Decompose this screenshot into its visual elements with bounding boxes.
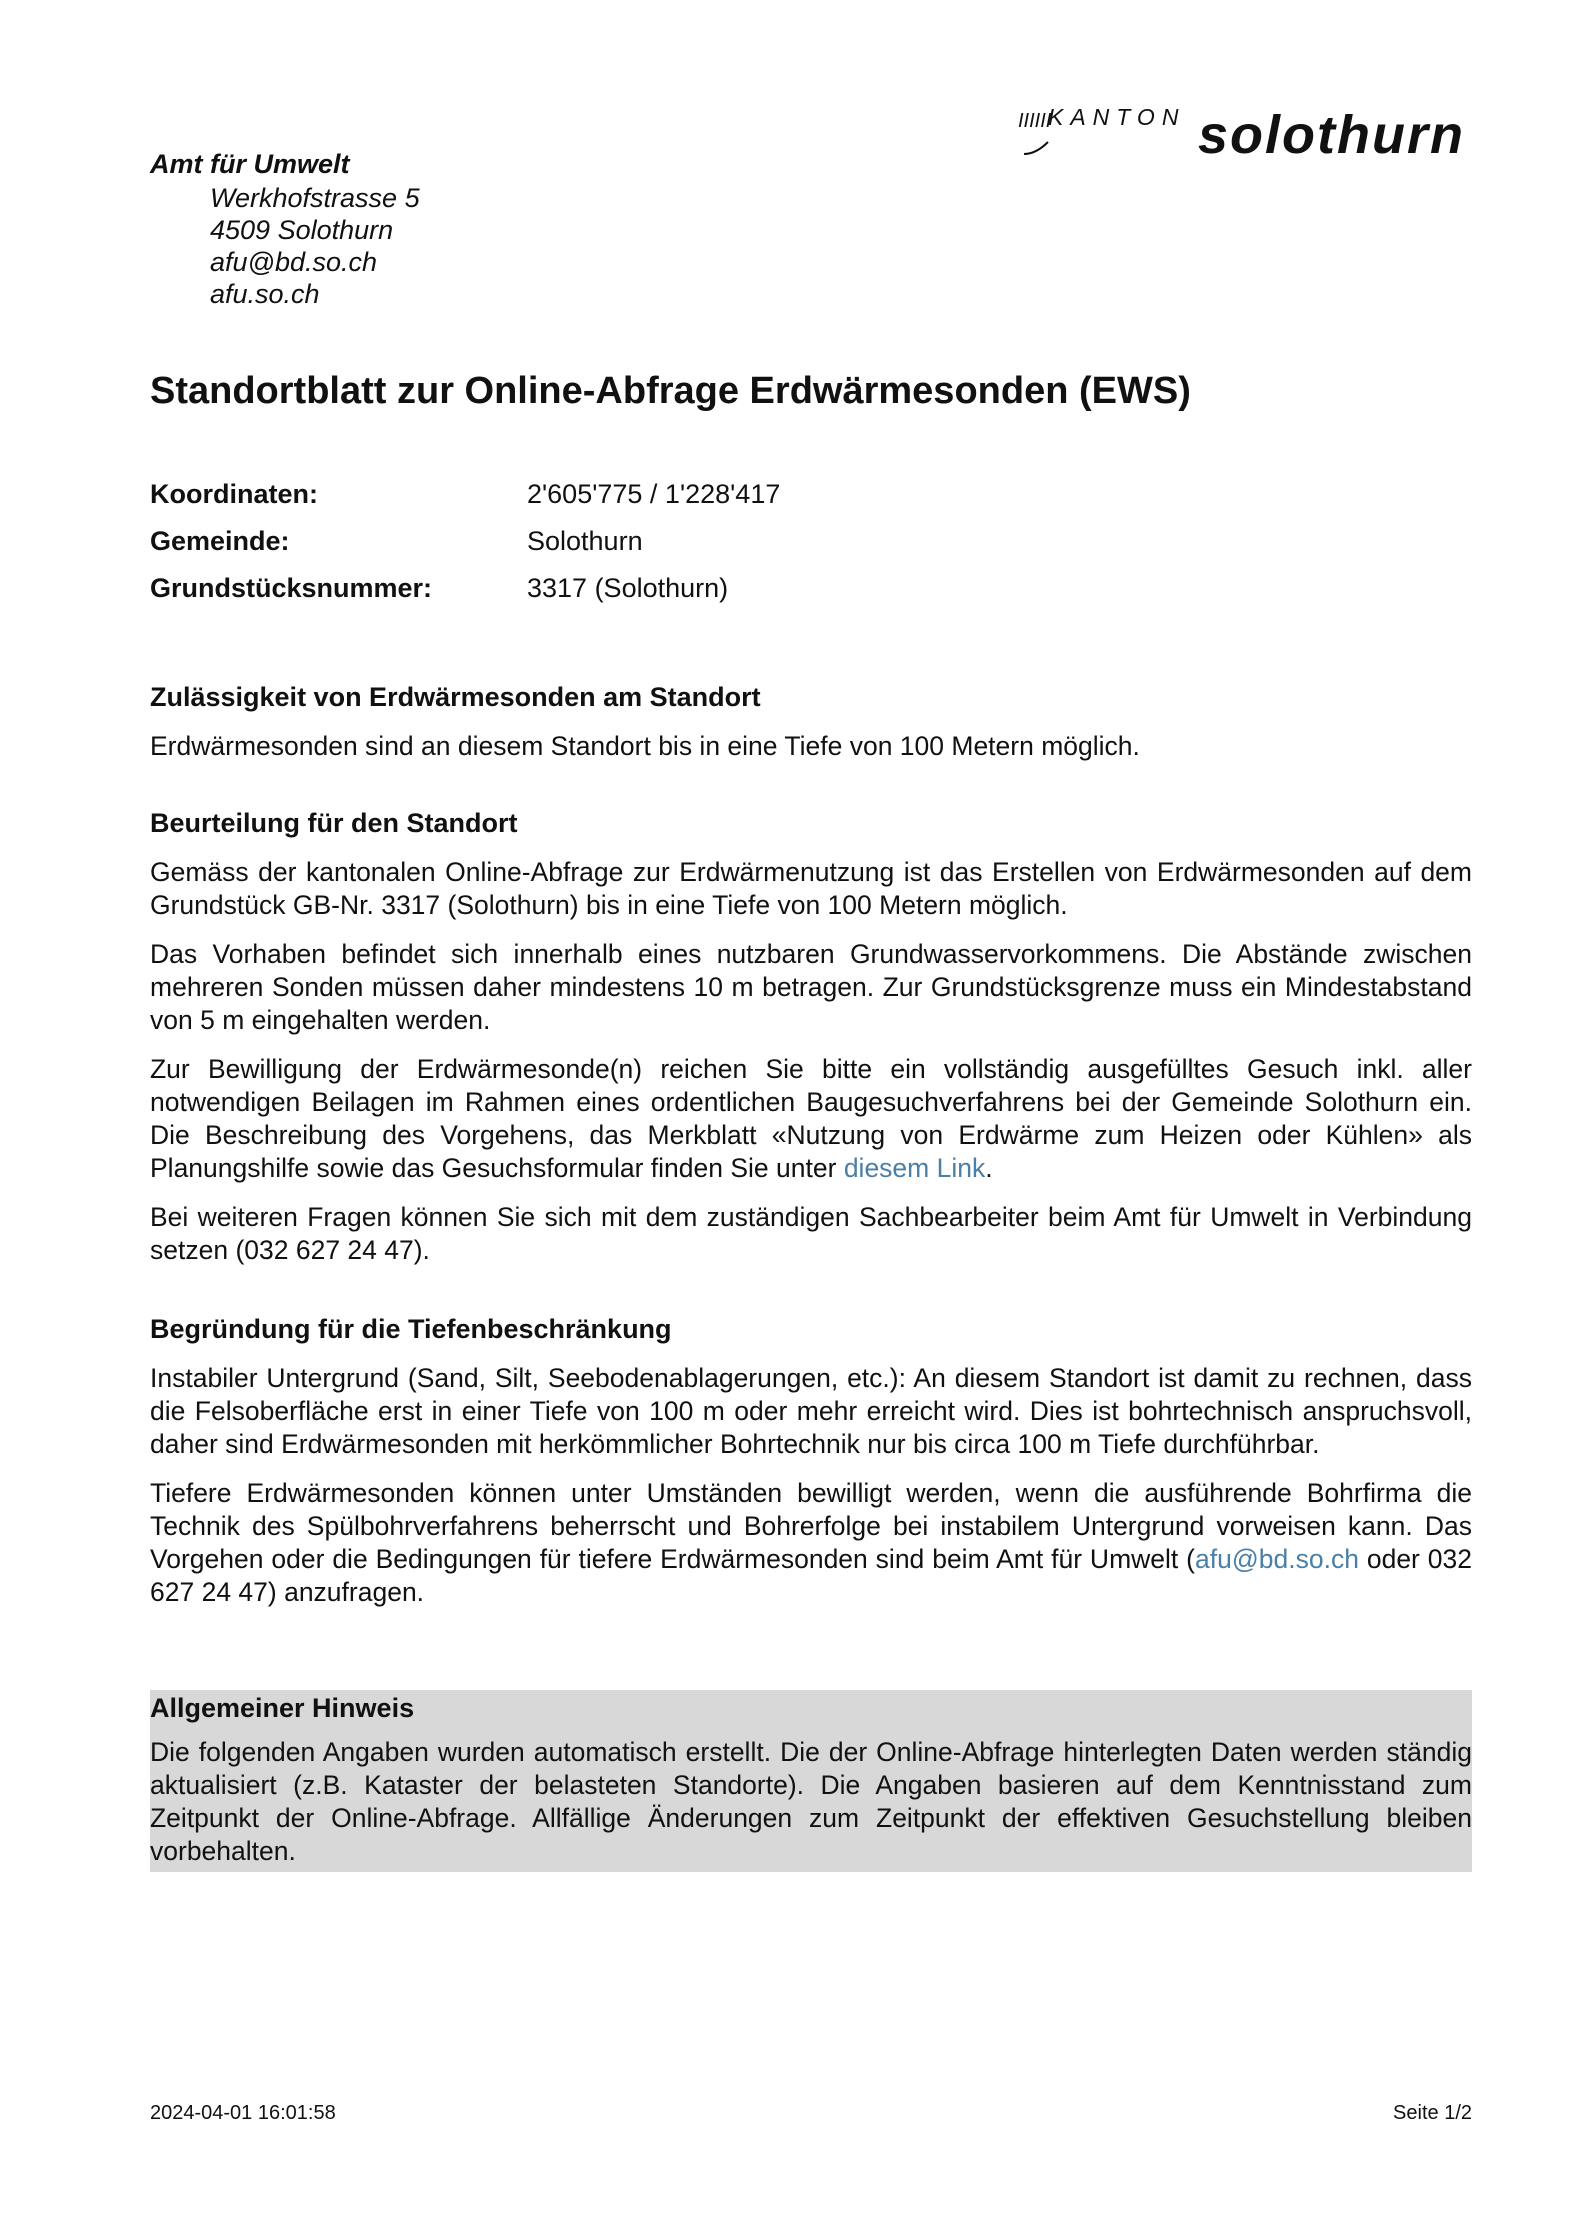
paragraph-text-end: oder 032 627 24 47) anzufragen. [150, 1544, 1473, 1607]
info-row-coordinates [150, 476, 780, 523]
general-notice-box [150, 1690, 1472, 1872]
section-paragraph: Das Vorhaben befindet sich innerhalb eines nutzbaren Grundwasservorkommens. Die Abstände zwischen mehreren Sonden müssen daher mindestens 10 m betragen. Zur Grundstücksgrenze muss ein Mindestabstand von 5 m eingehalten werden. [150, 939, 1472, 1035]
section-assessment [150, 805, 1472, 1283]
footer-timestamp: 2024-04-01 16:01:58 [150, 2102, 336, 2124]
paragraph-text: Zur Bewilligung der Erdwärmesonde(n) reichen Sie bitte ein vollständig ausgefülltes Gesuch inkl. aller notwendigen Beilagen im Rahmen eines ordentlichen Baugesuchverfahrens bei der Gemeinde Solothurn ein. Die Beschreibung des Vorgehens, das Merkblatt «Nutzung von Erdwärme zum Heizen oder Kühlen» als Planungshilfe sowie das Gesuchsformular finden Sie unter [150, 1054, 1472, 1183]
sender-city: 4509 Solothurn [210, 215, 394, 245]
info-label: Gemeinde: [150, 526, 290, 556]
section-heading: Beurteilung für den Standort [150, 808, 518, 838]
section-paragraph: Instabiler Untergrund (Sand, Silt, Seebodenablagerungen, etc.): An diesem Standort ist damit zu rechnen, dass die Felsoberfläche erst in einer Tiefe von 100 m oder mehr erreicht wird. Dies ist bohrtechnisch anspruchsvoll, daher sind Erdwärmesonden mit herkömmlicher Bohrtechnik nur bis circa 100 m Tiefe durchführbar. [150, 1363, 1472, 1459]
section-heading: Zulässigkeit von Erdwärmesonden am Standort [150, 682, 761, 712]
info-row-municipality [150, 523, 780, 570]
logo-hatch-marks: IIIIII [1018, 110, 1052, 132]
paragraph-text-end: . [985, 1153, 993, 1183]
sender-email: afu@bd.so.ch [210, 247, 378, 277]
info-value: 3317 (Solothurn) [527, 573, 729, 603]
sender-street: Werkhofstrasse 5 [210, 183, 420, 213]
diesem-link[interactable]: diesem Link [843, 1153, 986, 1183]
sender-office: Amt für Umwelt [150, 149, 350, 179]
paragraph-text: Tiefere Erdwärmesonden können unter Umständen bewilligt werden, wenn die ausführende Bohrfirma die Technik des Spülbohrverfahrens beherrscht und Bohrerfolge bei instabilem Untergrund vorweisen kann. Das Vorgehen oder die Bedingungen für tiefere Erdwärmesonden sind beim Amt für Umwelt ( [150, 1478, 1472, 1574]
info-value: 2'605'775 / 1'228'417 [527, 479, 781, 509]
email-link[interactable]: afu@bd.so.ch [1195, 1544, 1359, 1574]
kanton-solothurn-logo [1018, 104, 1478, 165]
notice-heading: Allgemeiner Hinweis [150, 1693, 415, 1723]
info-value: Solothurn [527, 526, 643, 556]
section-depth-restriction [150, 1311, 1472, 1625]
info-label: Grundstücksnummer: [150, 573, 433, 603]
document-title: Standortblatt zur Online-Abfrage Erdwärmesonden (EWS) [150, 370, 1191, 412]
section-paragraph: Erdwärmesonden sind an diesem Standort bis in eine Tiefe von 100 Metern möglich. [150, 731, 1140, 761]
logo-solothurn-text: solothurn [1198, 105, 1465, 165]
logo-swoosh-icon [1022, 138, 1052, 158]
notice-text: Die folgenden Angaben wurden automatisch erstellt. Die der Online-Abfrage hinterlegten Daten werden ständig aktualisiert (z.B. Kataster der belasteten Standorte). Die Angaben basieren auf dem Kenntnisstand zum Zeitpunkt der Online-Abfrage. Allfällige Änderungen zum Zeitpunkt der effektiven Gesuchstellung bleiben vorbehalten. [150, 1737, 1472, 1866]
section-admissibility [150, 679, 1472, 763]
logo-kanton-text: KANTON [1048, 104, 1186, 130]
sender-website: afu.so.ch [210, 279, 320, 309]
section-paragraph: Gemäss der kantonalen Online-Abfrage zur Erdwärmenutzung ist das Erstellen von Erdwärmesonden auf dem Grundstück GB-Nr. 3317 (Solothurn) bis in eine Tiefe von 100 Metern möglich. [150, 857, 1472, 920]
section-paragraph [150, 1477, 1472, 1609]
section-heading: Begründung für die Tiefenbeschränkung [150, 1314, 672, 1344]
info-row-parcel-number [150, 570, 780, 617]
site-info-table [150, 476, 780, 617]
info-label: Koordinaten: [150, 479, 318, 509]
footer-page-number: Seite 1/2 [1393, 2102, 1472, 2124]
section-paragraph [150, 1053, 1472, 1185]
section-paragraph: Bei weiteren Fragen können Sie sich mit dem zuständigen Sachbearbeiter beim Amt für Umwelt in Verbindung setzen (032 627 24 47). [150, 1202, 1472, 1265]
sender-address [150, 146, 420, 310]
